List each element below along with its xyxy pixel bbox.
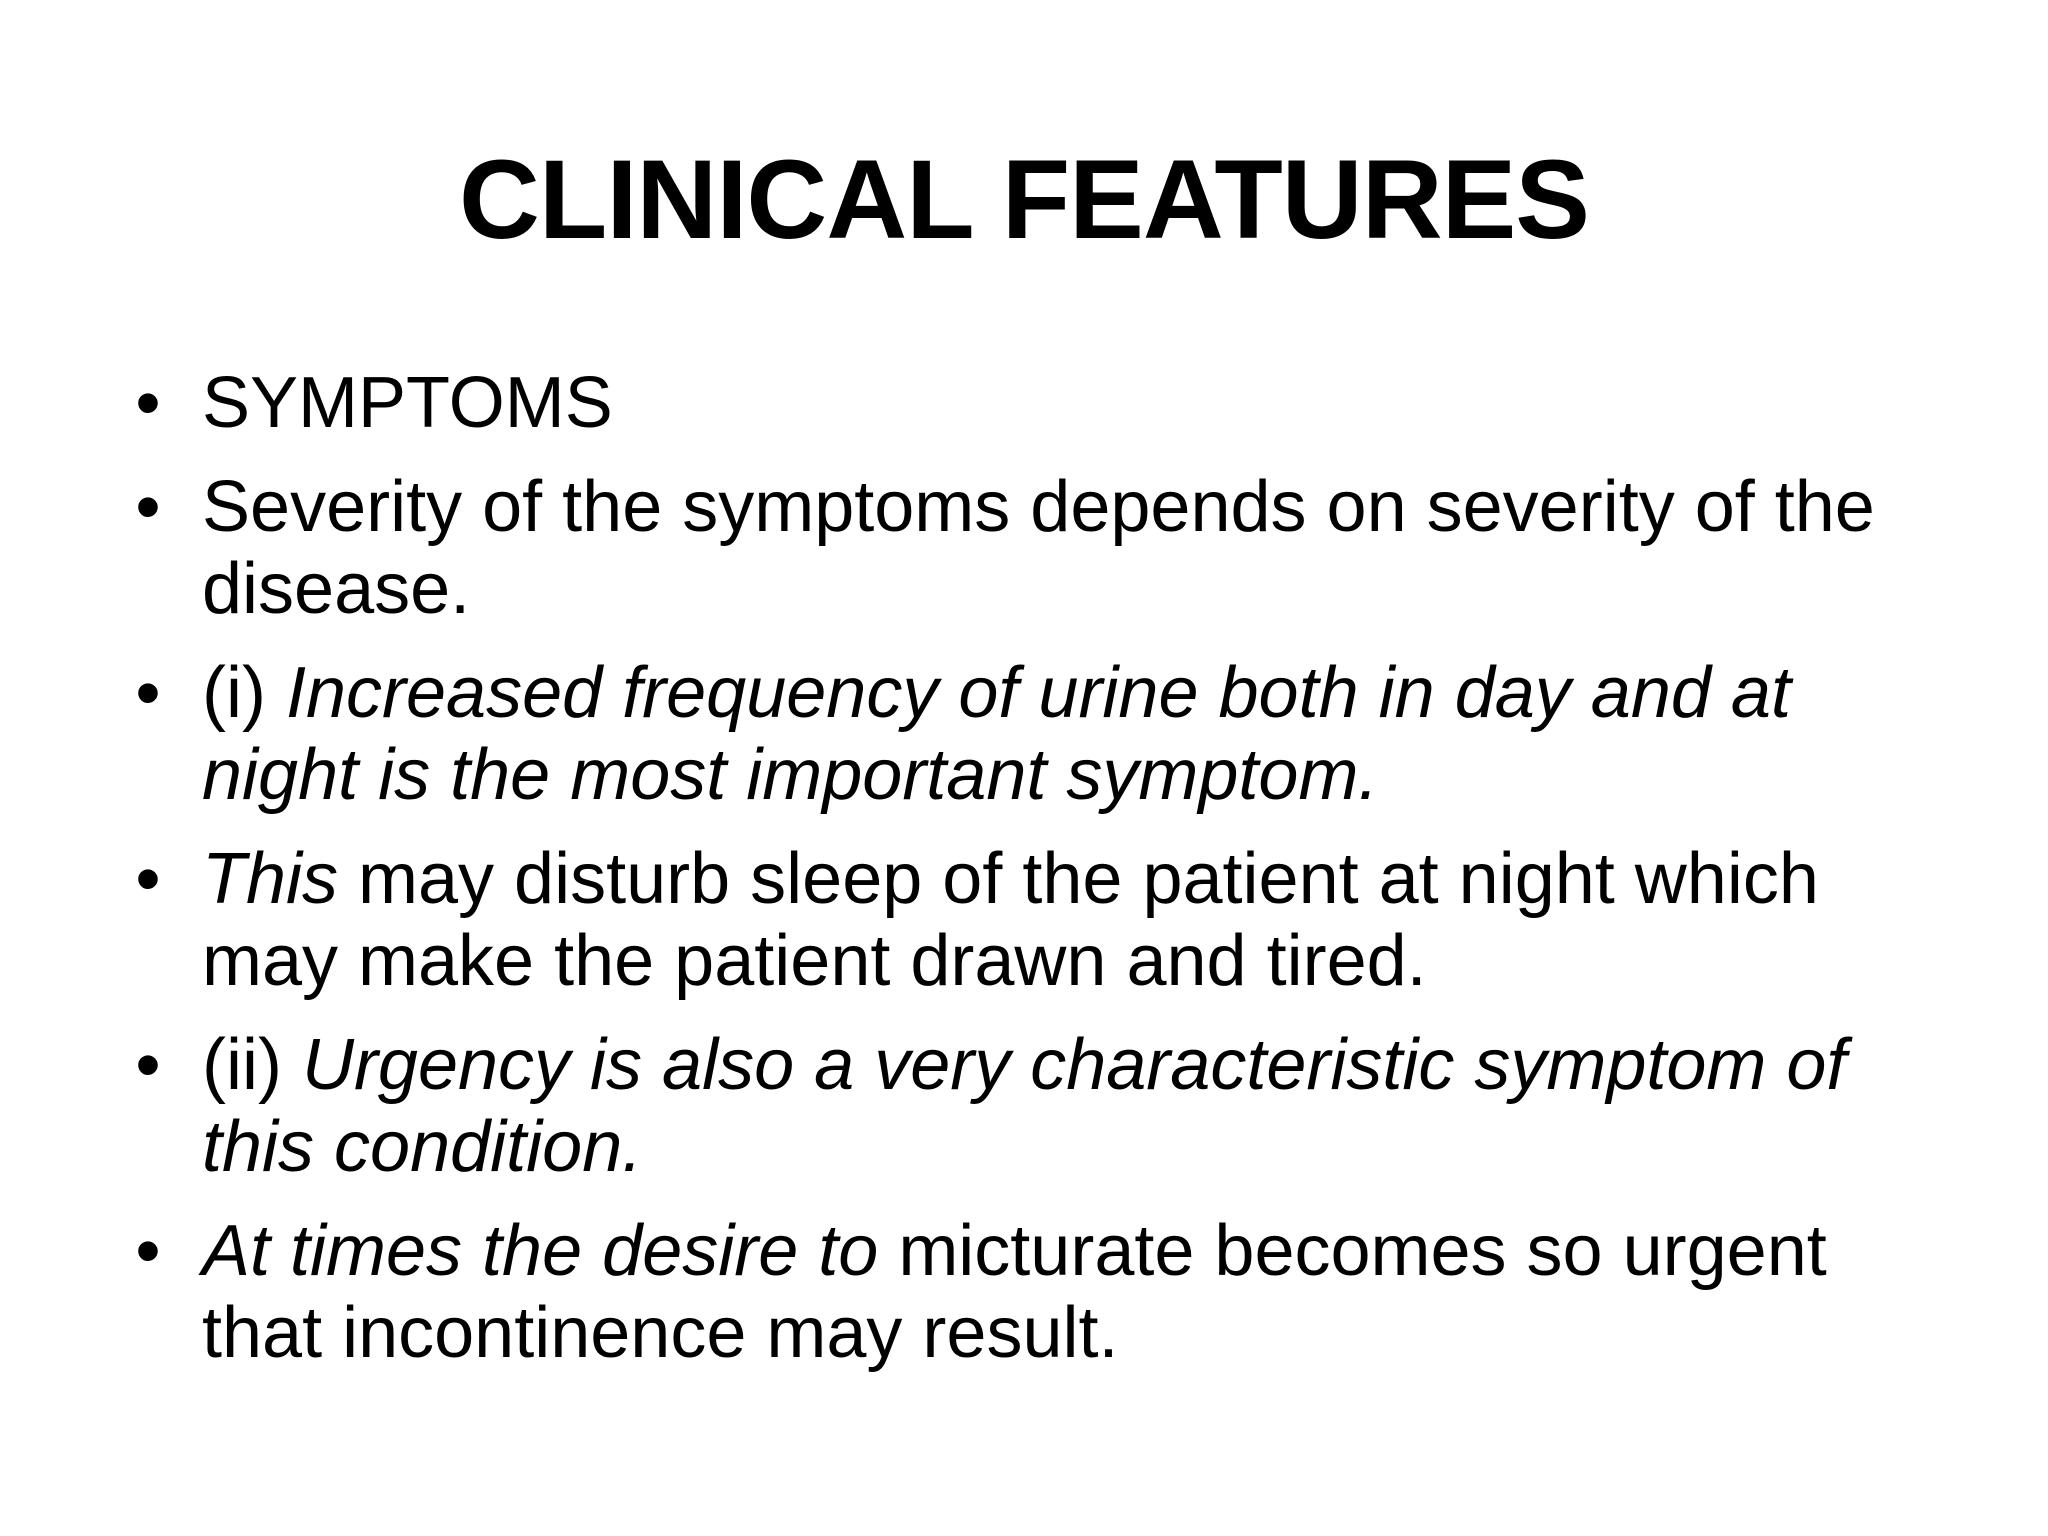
bullet-text-italic: This	[202, 839, 339, 919]
bullet-item	[128, 1024, 1958, 1188]
bullet-text: (i)	[202, 653, 286, 733]
bullet-text-italic: Urgency is also a very characteristic symptom of this condition.	[202, 1025, 1847, 1187]
bullet-text-italic: At times the desire to	[202, 1211, 879, 1291]
bullet-text: micturate becomes so urgent that incontinence may result.	[202, 1211, 1827, 1373]
bullet-item	[128, 466, 1958, 630]
slide-title: CLINICAL FEATURES	[459, 137, 1589, 262]
bullet-text-italic: Increased frequency of urine both in day and at night is the most important symptom.	[202, 653, 1791, 815]
bullet-dot: •	[135, 1025, 161, 1105]
bullet-dot: •	[135, 467, 161, 547]
bullet-text: (ii)	[202, 1025, 302, 1105]
bullet-item	[128, 362, 1958, 444]
bullet-text: Severity of the symptoms depends on severity of the disease.	[202, 467, 1875, 629]
bullet-item	[128, 838, 1958, 1002]
bullet-list	[128, 362, 1958, 1396]
bullet-text: SYMPTOMS	[202, 363, 613, 443]
bullet-text: may disturb sleep of the patient at night which may make the patient drawn and tired.	[202, 839, 1819, 1001]
bullet-dot: •	[135, 363, 161, 443]
bullet-dot: •	[135, 653, 161, 733]
bullet-dot: •	[135, 1211, 161, 1291]
bullet-dot: •	[135, 839, 161, 919]
bullet-item	[128, 1210, 1958, 1374]
bullet-item	[128, 652, 1958, 816]
